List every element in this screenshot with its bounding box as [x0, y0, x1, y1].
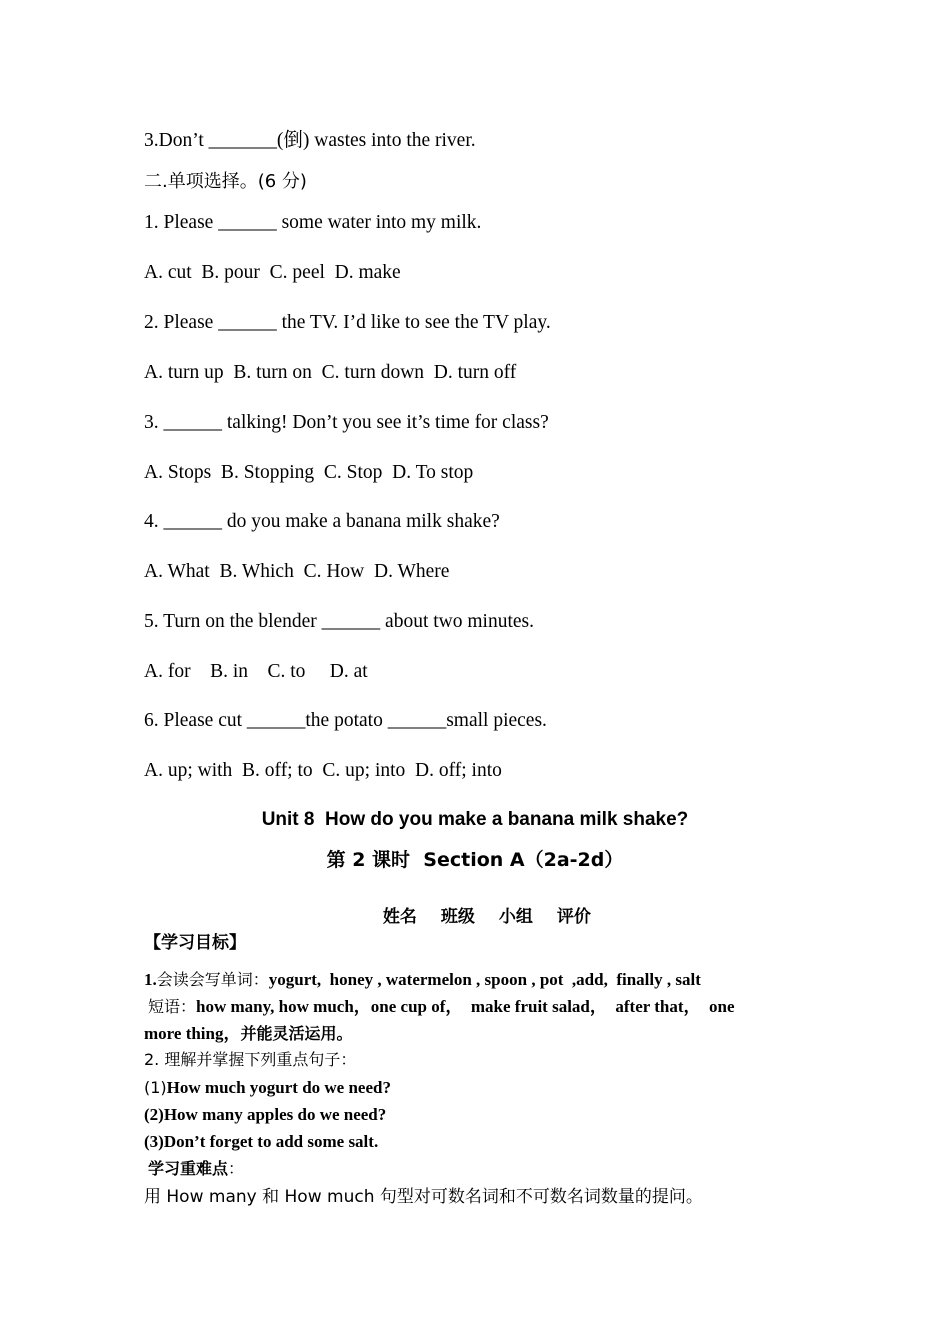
question-3-stem: 3. ______ talking! Don’t you see it’s time for class? — [144, 412, 549, 433]
group-label: 小组 — [498, 907, 533, 927]
lesson-subtitle: 第 2 课时 Section A（2a-2d） — [326, 849, 624, 871]
objective-words — [144, 969, 701, 991]
question-5-stem: 5. Turn on the blender ______ about two minutes. — [144, 611, 534, 632]
question-5-options: A. for B. in C. to D. at — [144, 661, 368, 682]
question-2-stem: 2. Please ______ the TV. I’d like to see the TV play. — [144, 312, 551, 333]
question-1-options: A. cut B. pour C. peel D. make — [144, 262, 401, 283]
objective-phrases-cont: more thing， — [144, 1024, 241, 1043]
question-4-options: A. What B. Which C. How D. Where — [144, 561, 450, 582]
question-2-options: A. turn up B. turn on C. turn down D. turn off — [144, 362, 517, 383]
key-sentence-2-number: (2) — [144, 1105, 164, 1124]
evaluation-label: 评价 — [556, 907, 591, 927]
objective-phrases — [148, 996, 735, 1018]
key-sentence-3 — [144, 1131, 378, 1153]
question-6-stem: 6. Please cut ______the potato ______small pieces. — [144, 710, 547, 731]
key-difficulty-colon: ： — [228, 1159, 245, 1178]
objective-phrases-continued — [144, 1023, 353, 1045]
class-label: 班级 — [440, 907, 475, 927]
objective-phrases-list: how many, how much，one cup of， make fruit salad， after that， one — [196, 997, 735, 1016]
objective-phrases-end: 并能灵活运用。 — [240, 1024, 353, 1043]
objective-sentences-label — [144, 1049, 356, 1071]
key-sentence-1 — [144, 1077, 391, 1099]
question-3-options: A. Stops B. Stopping C. Stop D. To stop — [144, 462, 474, 483]
objective-words-number: 1. — [144, 970, 157, 989]
key-sentence-2-text: How many apples do we need? — [163, 1105, 387, 1124]
fill-blank-item-3: 3.Don’t _______(倒) wastes into the river. — [144, 130, 476, 151]
key-difficulty-heading — [148, 1158, 244, 1180]
question-4-stem: 4. ______ do you make a banana milk shake? — [144, 511, 500, 532]
key-difficulty-text: 用 How many 和 How much 句型对可数名词和不可数名词数量的提问。 — [144, 1187, 703, 1207]
key-sentence-3-number: (3) — [144, 1132, 164, 1151]
name-label: 姓名 — [382, 907, 417, 927]
objectives-heading: 【学习目标】 — [144, 933, 246, 953]
key-sentence-1-text: How much yogurt do we need? — [166, 1078, 391, 1097]
objective-phrases-label: 短语： — [148, 997, 197, 1016]
lesson-title: Unit 8 How do you make a banana milk shake? — [261, 809, 689, 830]
choice-section-heading: 二.单项选择。(6 分) — [144, 171, 307, 192]
question-1-stem: 1. Please ______ some water into my milk. — [144, 212, 482, 233]
question-6-options: A. up; with B. off; to C. up; into D. off; into — [144, 760, 502, 781]
student-info-row — [0, 881, 950, 953]
key-sentence-1-number: (1) — [144, 1078, 167, 1097]
key-difficulty-label: 学习重难点 — [148, 1159, 229, 1178]
sentences-label-text: 2. 理解并掌握下列重点句子： — [144, 1050, 357, 1069]
objective-words-label: 会读会写单词： — [156, 970, 269, 989]
objective-words-list: yogurt, honey , watermelon , spoon , pot ,add, finally , salt — [268, 970, 701, 989]
key-sentence-2 — [144, 1104, 386, 1126]
key-sentence-3-text: Don’t forget to add some salt. — [163, 1132, 379, 1151]
